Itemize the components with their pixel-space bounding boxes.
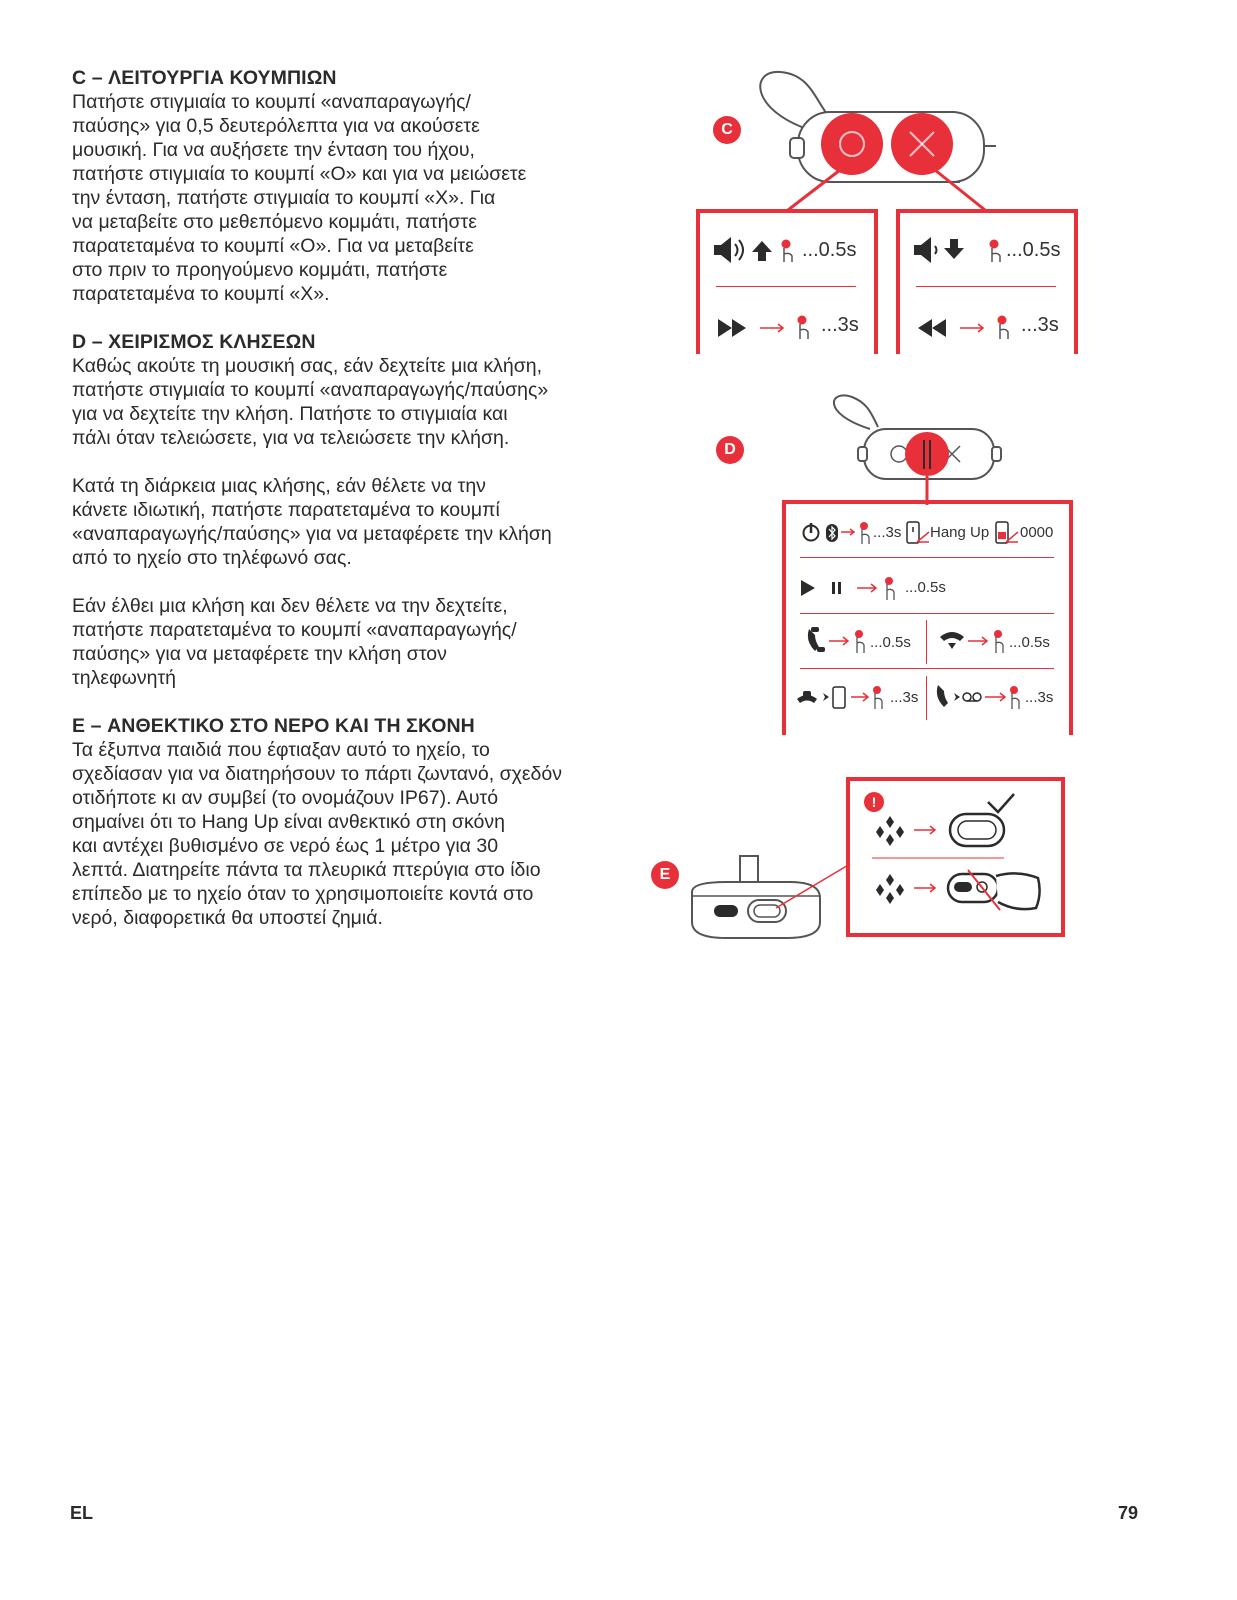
section-c-body [72, 90, 632, 306]
send-to-voicemail-icons [932, 681, 1028, 713]
press-dot-icon [994, 630, 1002, 638]
figure-e-speaker-side-illustration [686, 852, 856, 944]
section-e-line: και αντέχει βυθισμένο σε νερό έως 1 μέτρο για 30 [72, 835, 499, 857]
mobile-phone-icon [833, 687, 845, 708]
section-d-line: τηλεφωνητή [72, 667, 177, 689]
figure-d-row4-left-time: ...3s [890, 689, 919, 706]
section-d-line: από το ηχείο στο τηλέφωνό σας. [72, 547, 352, 569]
port-icon [714, 905, 738, 917]
play-icon [801, 580, 815, 596]
section-e-line: νερό, διαφορετικά θα υποστεί ζημιά. [72, 907, 383, 929]
speaker-icon [714, 237, 731, 263]
fast-forward-icon [718, 319, 746, 337]
volume-down-icons [912, 234, 1007, 268]
section-e-line: σημαίνει ότι το Hang Up είναι ανθεκτικό στη σκόνη [72, 811, 505, 833]
section-e-line: σχεδίασαν για να διατηρήσουν το πάρτι ζωντανό, σχεδόν [72, 763, 562, 785]
figure-c-badge: C [713, 116, 741, 144]
press-dot-icon [885, 577, 893, 585]
section-d-line: Εάν έλθει μια κλήση και δεν θέλετε να την δεχτείτε, [72, 595, 508, 617]
section-c-line: μουσική. Για να αυξήσετε την ένταση του ήχου, [72, 139, 475, 161]
figure-e-badge: E [651, 861, 679, 889]
hand-press-icon [887, 584, 894, 600]
section-d-line: Καθώς ακούτε τη μουσική σας, εάν δεχτείτε μια κλήση, [72, 355, 543, 377]
section-e-body [72, 738, 632, 930]
dust-water-icon [876, 874, 904, 904]
section-d-line: παύσης» για να μεταφέρετε την κλήση στον [72, 643, 447, 665]
section-e-line: επίπεδο με το ηχείο όταν το χρησιμοποιείτε κοντά στο [72, 883, 534, 905]
section-d-line: Κατά τη διάρκεια μιας κλήσης, εάν θέλετε να την [72, 475, 486, 497]
phone-icon [937, 685, 948, 707]
section-c-title: C – ΛΕΙΤΟΥΡΓΙΑ ΚΟΥΜΠΙΩΝ [72, 67, 337, 89]
figure-d-row3-right-time: ...0.5s [1009, 634, 1050, 651]
section-d-line: πατήστε παρατεταμένα το κουμπί «αναπαραγωγής/ [72, 619, 517, 641]
section-e-line: οτιδήποτε κι αν συμβεί (το ονομάζουν IP67). Αυτό [72, 787, 499, 809]
figure-d-row3-left-time: ...0.5s [870, 634, 911, 651]
section-e-line: λεπτά. Διατηρείτε πάντα τα πλευρικά πτερύγια στο ίδιο [72, 859, 541, 881]
hand-press-icon [1012, 693, 1019, 709]
press-dot-icon [855, 630, 863, 638]
section-d-line: πάλι όταν τελειώσετε, για να τελειώσετε την κλήση. [72, 427, 510, 449]
section-c-line: παρατεταμένα το κουμπί «O». Για να μεταβείτε [72, 235, 474, 257]
answer-call-icons [803, 625, 869, 657]
figure-d-row1-time: ...3s [873, 524, 902, 541]
hand-press-icon [857, 637, 864, 653]
figure-c-next-time: ...3s [821, 314, 859, 336]
figure-d-row2-time: ...0.5s [905, 579, 946, 596]
phone-hangup-icon [905, 520, 931, 546]
section-c-line: παρατεταμένα το κουμπί «X». [72, 283, 330, 305]
transfer-to-phone-icons [795, 681, 889, 713]
figure-c-prev-time: ...3s [1021, 314, 1059, 336]
hand-press-icon [992, 248, 1000, 262]
figure-d-row4-right-time: ...3s [1025, 689, 1054, 706]
rewind-icon [918, 319, 946, 337]
section-d-paragraph-1 [72, 354, 632, 450]
voicemail-icon [963, 693, 971, 701]
end-call-icons [938, 625, 1010, 657]
press-dot-icon [860, 522, 868, 530]
hand-press-icon [784, 248, 792, 262]
previous-track-icons [916, 313, 1016, 343]
warning-badge: ! [864, 792, 884, 812]
arrow-down-icon [944, 239, 964, 259]
play-pause-icons [799, 574, 901, 602]
figure-d-hangup-label: Hang Up [930, 524, 990, 541]
figure-d-speaker-illustration [820, 393, 1010, 505]
section-d-line: «αναπαραγωγής/παύσης» για να μεταφέρετε την κλήση [72, 523, 552, 545]
check-icon [988, 794, 1014, 812]
phone-hangup-icon [940, 632, 964, 641]
section-c-line: να μεταβείτε στο μεθεπόμενο κομμάτι, πατήστε [72, 211, 477, 233]
strap-loop [834, 395, 878, 429]
phone-code-icon [994, 520, 1020, 546]
speaker-icon [914, 237, 931, 263]
dust-water-icon [876, 816, 904, 846]
text-column [72, 66, 632, 930]
page-number: 79 [1118, 1503, 1139, 1523]
press-dot-icon [990, 240, 999, 249]
figure-d-code-label: 0000 [1020, 524, 1054, 541]
pause-icon [832, 582, 835, 594]
section-d-line: για να δεχτείτε την κλήση. Πατήστε το στιγμιαία και [72, 403, 508, 425]
section-d-title: D – ΧΕΙΡΙΣΜΟΣ ΚΛΗΣΕΩΝ [72, 331, 316, 353]
press-dot-icon [1010, 686, 1018, 694]
next-track-icons [716, 313, 816, 343]
section-d-paragraph-2 [72, 474, 632, 570]
hand-press-icon [875, 693, 882, 709]
o-button-highlight [821, 113, 883, 175]
section-e-title: E – ΑΝΘΕΚΤΙΚΟ ΣΤΟ ΝΕΡΟ ΚΑΙ ΤΗ ΣΚΟΝΗ [72, 715, 475, 737]
phone-answer-icon [808, 629, 819, 651]
press-dot-icon [782, 240, 791, 249]
hand-press-icon [862, 529, 869, 544]
press-dot-icon [798, 316, 807, 325]
section-d-line: κάνετε ιδιωτική, πατήστε παρατεταμένα το κουμπί [72, 499, 500, 521]
power-bluetooth-icons [801, 519, 873, 547]
footer-language: EL [70, 1503, 94, 1523]
play-pause-button-highlight [905, 432, 949, 476]
section-c-line: στο πριν το προηγούμενο κομμάτι, πατήστε [72, 259, 448, 281]
section-c-line: παύσης» για 0,5 δευτερόλεπτα για να ακούσετε [72, 115, 480, 137]
hand-press-icon [1000, 324, 1008, 339]
figure-c-vol-down-time: ...0.5s [1006, 239, 1061, 261]
figure-e-flap-diagram [868, 790, 1048, 920]
section-d-line: πατήστε στιγμιαία το κουμπί «αναπαραγωγής/παύσης» [72, 379, 549, 401]
figure-d-badge: D [716, 436, 744, 464]
section-d-paragraph-3 [72, 594, 632, 690]
hand-press-icon [800, 324, 808, 339]
figure-c-vol-up-time: ...0.5s [802, 239, 857, 261]
arrow-up-icon [752, 241, 772, 261]
volume-up-icons [712, 234, 794, 268]
speaker-side-tab [790, 138, 804, 158]
press-dot-icon [998, 316, 1007, 325]
section-c-line: την ένταση, πατήστε στιγμιαία το κουμπί «X». Για [72, 187, 496, 209]
section-c-line: Πατήστε στιγμιαία το κουμπί «αναπαραγωγής/ [72, 91, 471, 113]
press-dot-icon [873, 686, 881, 694]
hand-press-icon [996, 637, 1003, 653]
section-e-line: Τα έξυπνα παιδιά που έφτιαξαν αυτό το ηχείο, το [72, 739, 490, 761]
section-c-line: πατήστε στιγμιαία το κουμπί «O» και για να μειώσετε [72, 163, 527, 185]
